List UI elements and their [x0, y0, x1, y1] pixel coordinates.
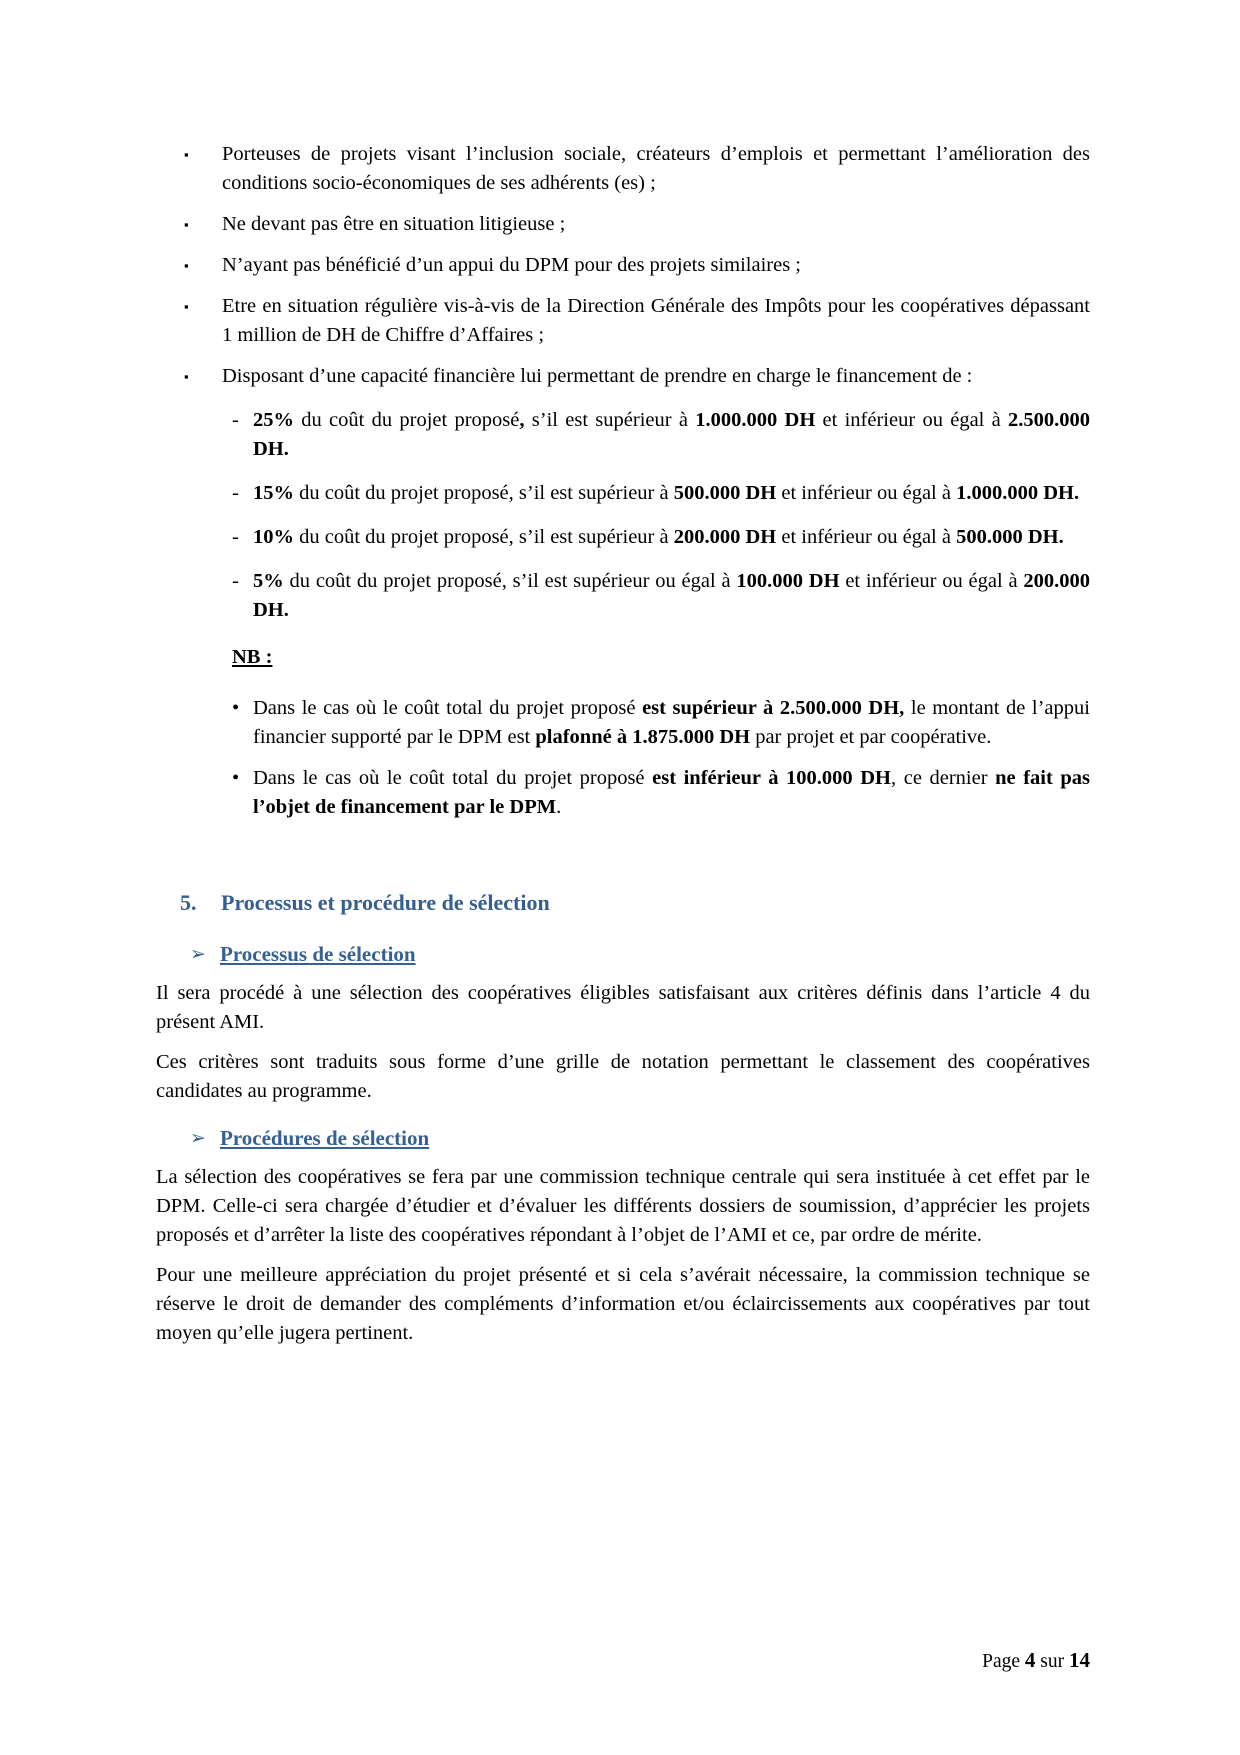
subsection-heading	[156, 1124, 1090, 1153]
bullet-text: 5% du coût du projet proposé, s’il est supérieur ou égal à 100.000 DH et inférieur ou égal à 200.000 DH.	[253, 570, 1091, 621]
footer-page-number: 4	[1024, 1648, 1036, 1672]
bullet-text: 25% du coût du projet proposé, s’il est supérieur à 1.000.000 DH et inférieur ou égal à 2.500.000 DH.	[253, 409, 1091, 460]
list-item	[156, 140, 1090, 198]
page-footer	[982, 1648, 1090, 1674]
round-bullet-icon: •	[232, 767, 240, 789]
arrow-bullet-icon: ➢	[190, 1128, 206, 1149]
bullet-text: 10% du coût du projet proposé, s’il est supérieur à 200.000 DH et inférieur ou égal à 500.000 DH.	[253, 526, 1064, 548]
subsection-title: Procédures de sélection	[220, 1126, 430, 1150]
section-title: Processus et procédure de sélection	[221, 890, 550, 915]
square-bullet-icon: ▪	[184, 147, 189, 162]
list-item	[156, 292, 1090, 350]
list-item	[156, 362, 1090, 391]
bullet-text: Etre en situation régulière vis-à-vis de la Direction Générale des Impôts pour les coopératives dépassant 1 million de DH de Chiffre d’Affaires ;	[222, 295, 1090, 346]
paragraph: La sélection des coopératives se fera par une commission technique centrale qui sera instituée à cet effet par le DPM. Celle-ci sera chargée d’étudier et d’évaluer les différents dossiers de soumission, d’apprécier les projets proposés et d’arrêter la liste des coopératives répondant à l’objet de l’AMI et ce, par ordre de mérite.	[156, 1166, 1090, 1246]
square-bullet-icon: ▪	[184, 258, 189, 273]
paragraph: Il sera procédé à une sélection des coopératives éligibles satisfaisant aux critères définis dans l’article 4 du présent AMI.	[156, 982, 1090, 1033]
list-item	[156, 251, 1090, 280]
list-item	[156, 764, 1090, 822]
bullet-text: N’ayant pas bénéficié d’un appui du DPM pour des projets similaires ;	[222, 254, 801, 276]
arrow-bullet-icon: ➢	[190, 944, 206, 965]
dash-bullet-icon: -	[232, 482, 239, 504]
section-heading	[156, 888, 1090, 918]
bullet-text: Dans le cas où le coût total du projet proposé est supérieur à 2.500.000 DH, le montant de l’appui financier supporté par le DPM est plafonné à 1.875.000 DH par projet et par coopérative.	[253, 697, 1090, 748]
dash-bullet-icon: -	[232, 526, 239, 548]
bullet-text: Disposant d’une capacité financière lui permettant de prendre en charge le financement de :	[222, 365, 973, 387]
bullet-text: Ne devant pas être en situation litigieuse ;	[222, 213, 566, 235]
round-bullet-icon: •	[232, 697, 240, 719]
footer-of-label: sur	[1040, 1651, 1065, 1672]
bullet-text: Porteuses de projets visant l’inclusion sociale, créateurs d’emplois et permettant l’amélioration des conditions socio-économiques de ses adhérents (es) ;	[222, 143, 1090, 194]
dash-bullet-icon: -	[232, 409, 239, 431]
list-item	[156, 694, 1090, 752]
footer-total-pages: 14	[1069, 1648, 1090, 1672]
subsection-heading	[156, 940, 1090, 969]
section-number: 5.	[180, 890, 197, 915]
square-bullet-icon: ▪	[184, 299, 189, 314]
list-item	[156, 479, 1090, 508]
list-item	[156, 567, 1090, 625]
dash-bullet-icon: -	[232, 570, 239, 592]
list-item	[156, 406, 1090, 464]
subsection-title: Processus de sélection	[220, 942, 416, 966]
bullet-text: Dans le cas où le coût total du projet proposé est inférieur à 100.000 DH, ce dernier ne fait pas l’objet de financement par le DPM.	[253, 767, 1091, 818]
bullet-text: 15% du coût du projet proposé, s’il est supérieur à 500.000 DH et inférieur ou égal à 1.000.000 DH.	[253, 482, 1080, 504]
paragraph: Pour une meilleure appréciation du projet présenté et si cela s’avérait nécessaire, la commission technique se réserve le droit de demander des compléments d’information et/ou éclaircissements aux coopératives par tout moyen qu’elle jugera pertinent.	[156, 1264, 1090, 1344]
list-item	[156, 523, 1090, 552]
square-bullet-icon: ▪	[184, 217, 189, 232]
square-bullet-icon: ▪	[184, 369, 189, 384]
paragraph: Ces critères sont traduits sous forme d’une grille de notation permettant le classement des coopératives candidates au programme.	[156, 1051, 1090, 1102]
list-item	[156, 210, 1090, 239]
nb-label: NB :	[232, 646, 273, 668]
footer-page-label: Page	[982, 1651, 1021, 1672]
